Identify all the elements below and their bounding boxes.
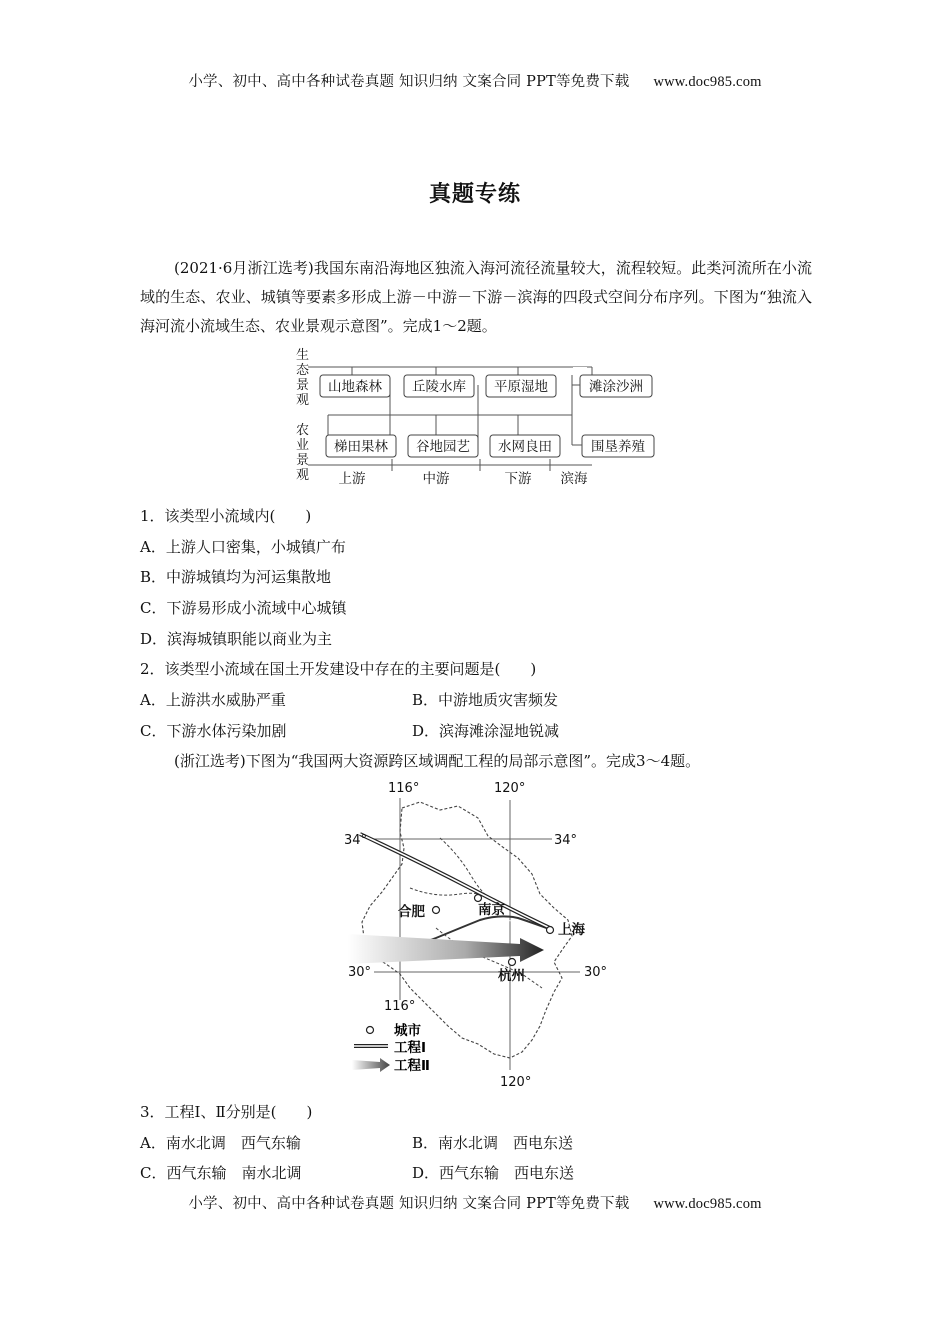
city-hefei-label: 合肥 (398, 904, 425, 920)
map-legend (352, 1022, 430, 1074)
city-shanghai-label: 上海 (558, 922, 585, 938)
agri-terrace-orchard: 梯田果林 (334, 439, 388, 455)
q1-option-d[interactable]: D．滨海城镇职能以商业为主 (140, 630, 333, 648)
q1-option-a[interactable]: A．上游人口密集，小城镇广布 (140, 538, 346, 556)
q3-option-b[interactable]: B．南水北调 西电东送 (412, 1134, 574, 1152)
stage-coastal: 滨海 (560, 471, 588, 487)
agri-landscape-label: 农业景观 (296, 423, 310, 483)
q3-option-a[interactable]: A．南水北调 西气东输 (140, 1134, 301, 1152)
lon-116-bottom: 116° (384, 999, 416, 1014)
lat-30-left: 30° (348, 965, 372, 980)
header-site-link[interactable]: www.doc985.com (653, 74, 762, 90)
q2-option-c[interactable]: C．下游水体污染加剧 (140, 722, 287, 740)
q1-option-b[interactable]: B．中游城镇均为河运集散地 (140, 568, 332, 586)
city-hangzhou-marker (509, 959, 516, 966)
footer-site-link[interactable]: www.doc985.com (653, 1196, 762, 1212)
footer-text: 小学、初中、高中各种试卷真题 知识归纳 文案合同 PPT等免费下载 (188, 1196, 630, 1212)
landscape-diagram (290, 347, 670, 495)
resource-transfer-map (340, 778, 630, 1090)
q2-option-d[interactable]: D．滨海滩涂湿地锐减 (412, 722, 560, 740)
eco-mountain-forest: 山地森林 (328, 379, 382, 395)
header-text: 小学、初中、高中各种试卷真题 知识归纳 文案合同 PPT等免费下载 (188, 74, 630, 90)
lat-34-left: 34° (344, 833, 368, 848)
intro-paragraph-2: (浙江选考)下图为“我国两大资源跨区域调配工程的局部示意图”。完成3～4题。 (174, 752, 701, 770)
legend-city: 城市 (394, 1023, 421, 1039)
page-header (0, 70, 950, 91)
city-shanghai-marker (547, 927, 554, 934)
city-nanjing-label: 南京 (478, 902, 505, 918)
q3-option-c[interactable]: C．西气东输 南水北调 (140, 1164, 302, 1182)
q3-stem: 3．工程Ⅰ、Ⅱ分别是( ) (140, 1103, 313, 1121)
legend-project-2: 工程Ⅱ (394, 1058, 430, 1074)
q1-option-c[interactable]: C．下游易形成小流域中心城镇 (140, 599, 347, 617)
city-hangzhou-label: 杭州 (498, 968, 525, 984)
q3-option-d[interactable]: D．西气东输 西电东送 (412, 1164, 575, 1182)
eco-landscape-label: 生态景观 (296, 348, 310, 408)
q2-stem: 2．该类型小流域在国土开发建设中存在的主要问题是( ) (140, 660, 537, 678)
intro-paragraph-1: (2021·6月浙江选考)我国东南沿海地区独流入海河流径流量较大，流程较短。此类河流所在小流域的生态、农业、城镇等要素多形成上游－中游－下游－滨海的四段式空间分布序列。下图为“独流入海河流小流域生态、农业景观示意图”。完成1～2题。 (140, 259, 812, 335)
page-title: 真题专练 (428, 181, 521, 207)
city-nanjing-marker (475, 895, 482, 902)
legend-project-1: 工程Ⅰ (394, 1040, 427, 1056)
lat-34-right: 34° (554, 833, 578, 848)
eco-plain-wetland: 平原湿地 (494, 379, 548, 395)
page-footer (0, 1192, 950, 1213)
agri-reclamation-farming: 围垦养殖 (591, 439, 645, 455)
q2-option-b[interactable]: B．中游地质灾害频发 (412, 691, 559, 709)
stage-downstream: 下游 (504, 471, 532, 487)
q2-option-a[interactable]: A．上游洪水威胁严重 (140, 691, 286, 709)
city-hefei-marker (433, 907, 440, 914)
lon-116-top: 116° (388, 781, 420, 796)
lon-120-top: 120° (494, 781, 526, 796)
q1-stem: 1．该类型小流域内( ) (140, 507, 312, 525)
stage-midstream: 中游 (422, 471, 450, 487)
agri-paddy-field: 水网良田 (498, 439, 552, 455)
lat-30-right: 30° (584, 965, 608, 980)
stage-upstream: 上游 (338, 471, 366, 487)
agri-valley-horticulture: 谷地园艺 (416, 439, 470, 455)
eco-hill-reservoir: 丘陵水库 (412, 379, 466, 395)
eco-tidal-flat: 滩涂沙洲 (589, 379, 643, 395)
lon-120-bottom: 120° (500, 1075, 532, 1090)
